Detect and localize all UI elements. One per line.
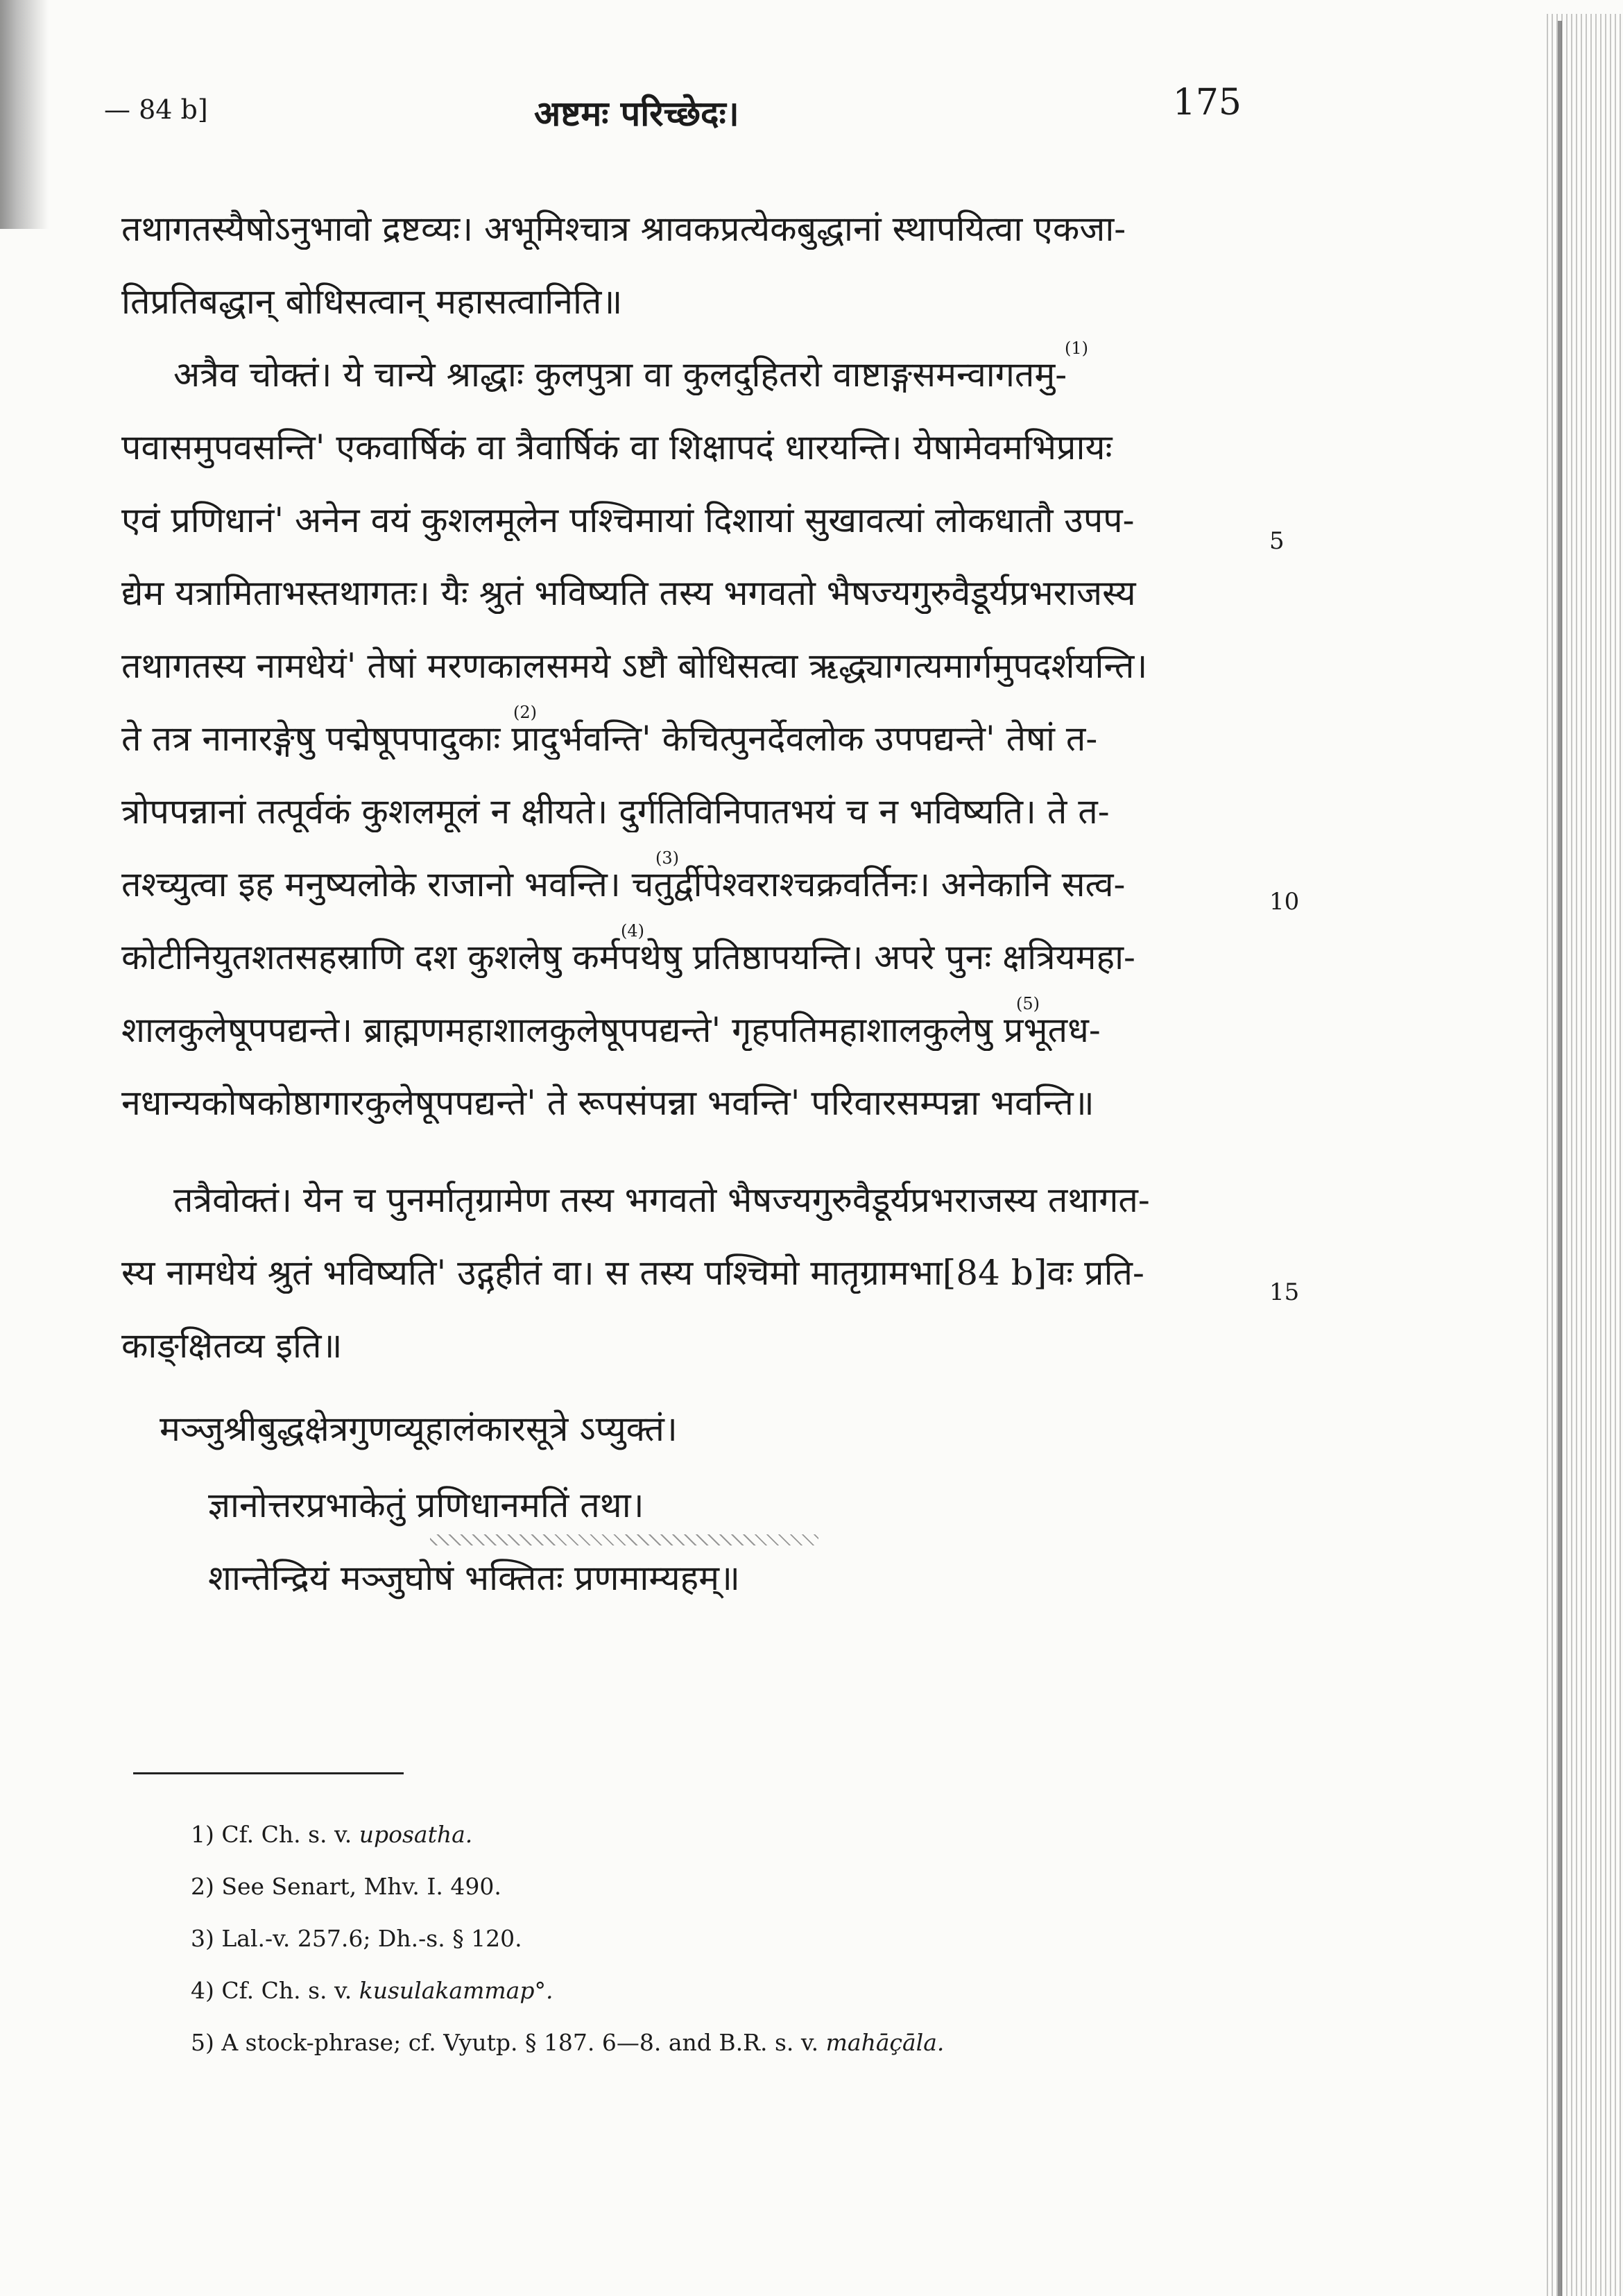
- verse-line: ज्ञानोत्तरप्रभाकेतुं प्रणिधानमतिं तथा।: [208, 1485, 644, 1525]
- text-line: पवासमुपवसन्ति' एकवार्षिकं वा त्रैवार्षिकं वा शिक्षापदं धारयन्ति। येषामेवमभिप्रायः: [121, 427, 1113, 468]
- footnote-text: 5) A stock-phrase; cf. Vyutp. § 187. 6—8. and B.R. s. v.: [191, 2029, 826, 2056]
- text-line: तिप्रतिबद्धान् बोधिसत्वान् महासत्वानिति॥: [121, 282, 623, 322]
- scan-edge-bar: [1558, 21, 1562, 2296]
- text-line: अत्रैव चोक्तं। ये चान्ये श्राद्धाः कुलपुत्रा वा कुलदुहितरो वाष्टाङ्गसमन्वागतमु-: [173, 354, 1067, 395]
- footnote-marker: (5): [1016, 994, 1040, 1013]
- text-line: नधान्यकोषकोष्ठागारकुलेषूपपद्यन्ते' ते रूपसंपन्ना भवन्ति' परिवारसम्पन्ना भवन्ति॥: [121, 1083, 1094, 1123]
- text-line: शालकुलेषूपपद्यन्ते। ब्राह्मणमहाशालकुलेषूपपद्यन्ते' गृहपतिमहाशालकुलेषु प्रभूतध-: [121, 1010, 1101, 1050]
- footnote-marker: (4): [621, 921, 644, 941]
- footnote-text: 4) Cf. Ch. s. v.: [191, 1977, 359, 2004]
- text-line: काङ्क्षितव्य इति॥: [121, 1326, 343, 1366]
- footnote-emphasis: mahāçāla.: [825, 2029, 945, 2056]
- wavy-underline: [430, 1534, 818, 1545]
- footnote-marker: (1): [1065, 339, 1088, 358]
- footnote: [191, 1977, 553, 2005]
- scan-edge-shadow: [0, 0, 49, 229]
- text-line: तश्च्युत्वा इह मनुष्यलोके राजानो भवन्ति। चतुर्द्वीपेश्वराश्चक्रवर्तिनः। अनेकानि सत्व-: [121, 864, 1126, 905]
- text-line: तथागतस्य नामधेयं' तेषां मरणकालसमये ऽष्टौ बोधिसत्वा ऋद्ध्यागत्यमार्गमुपदर्शयन्ति।: [121, 646, 1148, 686]
- text-line: द्येम यत्रामिताभस्तथागतः। यैः श्रुतं भविष्यति तस्य भगवतो भैषज्यगुरुवैडूर्यप्रभराजस्य: [121, 573, 1136, 613]
- footnote: [191, 1821, 472, 1849]
- footnote: [191, 2029, 944, 2057]
- line-number: 5: [1269, 527, 1285, 555]
- text-line: तथागतस्यैषोऽनुभावो द्रष्टव्यः। अभूमिश्चात्र श्रावकप्रत्येकबुद्धानां स्थापयित्वा एकजा-: [121, 209, 1126, 249]
- footnote-marker: (3): [655, 848, 679, 868]
- footnote-text: 1) Cf. Ch. s. v.: [191, 1821, 359, 1848]
- running-header: [104, 82, 1242, 144]
- footnote-text: 3) Lal.-v. 257.6; Dh.-s. § 120.: [191, 1925, 522, 1952]
- footnote-marker: (2): [513, 703, 537, 722]
- folio-reference: — 84 b]: [104, 94, 208, 125]
- footnote: [191, 1925, 522, 1953]
- footnote-separator: [133, 1772, 404, 1774]
- text-line: ते तत्र नानारङ्गेषु पद्मेषूपपादुकाः प्रादुर्भवन्ति' केचित्पुनर्देवलोक उपपद्यन्ते' तेषां त-: [121, 719, 1098, 759]
- text-line: त्रोपपन्नानां तत्पूर्वकं कुशलमूलं न क्षीयते। दुर्गतिविनिपातभयं च न भविष्यति। ते त-: [121, 791, 1110, 832]
- footnote-emphasis: uposatha.: [359, 1821, 473, 1848]
- text-line: तत्रैवोक्तं। येन च पुनर्मातृग्रामेण तस्य भगवतो भैषज्यगुरुवैडूर्यप्रभराजस्य तथागत-: [173, 1180, 1150, 1220]
- line-number: 10: [1269, 888, 1300, 916]
- page-number: 175: [1172, 82, 1242, 123]
- footnote-text: 2) See Senart, Mhv. I. 490.: [191, 1873, 501, 1900]
- line-number: 15: [1269, 1278, 1300, 1306]
- footnote: [191, 1873, 501, 1901]
- text-line: स्य नामधेयं श्रुतं भविष्यति' उद्गृहीतं वा। स तस्य पश्चिमो मातृग्रामभा[84 b]वः प्रति-: [121, 1253, 1144, 1293]
- text-line: कोटीनियुतशतसहस्राणि दश कुशलेषु कर्मपथेषु प्रतिष्ठापयन्ति। अपरे पुनः क्षत्रियमहा-: [121, 937, 1135, 977]
- footnote-emphasis: kusulakammap°.: [359, 1977, 553, 2004]
- text-line: एवं प्रणिधानं' अनेन वयं कुशलमूलेन पश्चिमायां दिशायां सुखावत्यां लोकधातौ उपप-: [121, 500, 1135, 540]
- verse-intro: मञ्जुश्रीबुद्धक्षेत्रगुणव्यूहालंकारसूत्रे ऽप्युक्तं।: [160, 1409, 678, 1449]
- chapter-title: अष्टमः परिच्छेदः।: [534, 93, 739, 134]
- verse-line: शान्तेन्द्रियं मञ्जुघोषं भक्तितः प्रणमाम्यहम्॥: [208, 1558, 740, 1598]
